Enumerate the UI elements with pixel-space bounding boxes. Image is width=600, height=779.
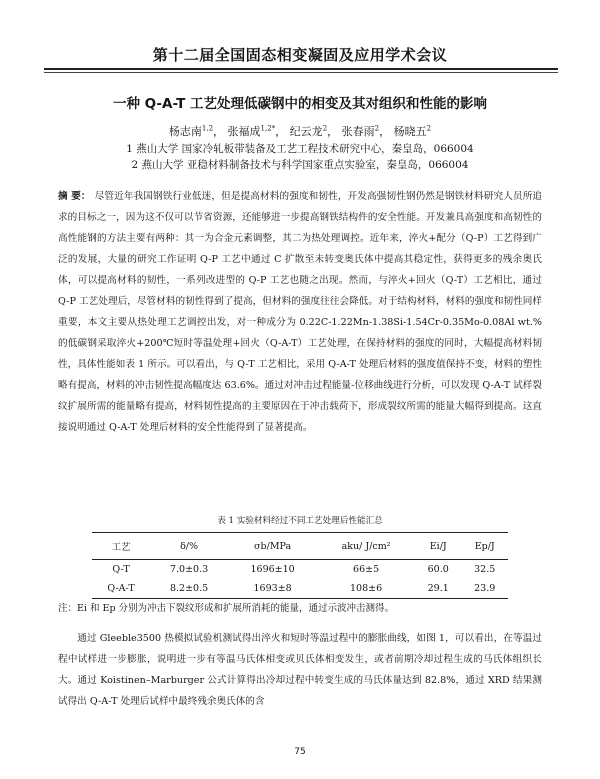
body-paragraph: 通过 Gleeble3500 热模拟试验机测试得出淬火和短时等温过程中的膨胀曲线，如图 1，可以看出，在等温过程中试样进一步膨胀，说明进一步有等温马氏体相变或贝氏体相变发生，或者前期冷却过程生成的马氏体组织长大。通过 Koistinen–Marburger 公式计算得出冷却过程中转变生成的马氏体量达到 82.8%，通过 XRD 结果测试得出 Q-A-T 处理后试样中最终残余奥氏体的含 xyxy=(58,633,542,707)
column-header: 工艺 xyxy=(111,542,131,553)
abstract-label: 摘 要： xyxy=(58,191,91,202)
author-list xyxy=(0,123,600,139)
header-rule-thin xyxy=(44,72,558,73)
column-header: δ/% xyxy=(180,540,199,552)
table-caption: 表 1 实验材料经过不同工艺处理后性能汇总 xyxy=(217,516,383,526)
author: 张福成$^{1,2*}$， xyxy=(227,124,287,138)
abstract-text: 尽管近年我国钢铁行业低迷，但是提高材料的强度和韧性，开发高强韧性钢仍然是钢铁材料研究人员所追求的目标之一，因为这不仅可以节省资源，还能够进一步提高钢铁结构件的安全性能。开发兼具高强度和高韧性的高性能钢的方法主要有两种：其一为合金元素调整，其二为热处理调控。近年来，淬火+配分（Q-P）工艺得到广泛的发展，大量的研究工作证明 Q-P 工艺中通过 C 扩散至未转变奥氏体中提高其稳定性，获得更多的残余奥氏体，可以提高材料的韧性，一系列改进型的 Q-P 工艺也随之出现。然而，与淬火+回火（Q-T）工艺相比，通过 Q-P 工艺处理后，尽管材料的韧性得到了提高，但材料的强度往往会降低。对于结构材料，材料的强度和韧性同样重要，本文主要从热处理工艺调控出发，对一种成分为 0.22C-1.22Mn-1.38Si-1.54Cr-0.35Mo-0.08Al wt.%的低碳钢采取淬火+200℃短时等温处理+回火（Q-A-T）工艺处理，在保持材料的强度的同时，大幅提高材料韧性，具体性能如表 1 所示。可以看出，与 Q-T 工艺相比，采用 Q-A-T 处理后材料的强度值保持不变，材料的塑性略有提高，材料的冲击韧性提高幅度达 63.6%。通过对冲击过程能量-位移曲线进行分析，可以发现 Q-A-T 试样裂纹扩展所需的能量略有提高，材料韧性提高的主要原因在于冲击载荷下，形成裂纹所需的能量大幅得到提高。这直接说明通过 Q-A-T 处理后材料的安全性能得到了显著提高。 xyxy=(58,191,543,433)
table-cell: 66±5 xyxy=(353,564,380,575)
table-cell: 29.1 xyxy=(427,583,449,594)
conference-header: 第十二届全国固态相变凝固及应用学术会议 xyxy=(152,46,448,64)
table-cell: 8.2±0.5 xyxy=(169,583,209,594)
author: 杨晓五$^2$ xyxy=(393,124,432,138)
table-row xyxy=(92,560,508,580)
author: 杨志南$^{1,2}$， xyxy=(168,124,225,138)
table-cell: 23.9 xyxy=(474,583,496,594)
affiliation-2: 2 燕山大学 亚稳材料制备技术与科学国家重点实验室，秦皇岛，066004 xyxy=(131,159,469,171)
table-note: 注：Ei 和 Ep 分别为冲击下裂纹形成和扩展所消耗的能量，通过示波冲击测得。 xyxy=(58,603,395,614)
paper-title: 一种 Q-A-T 工艺处理低碳钢中的相变及其对组织和性能的影响 xyxy=(112,96,487,112)
author: 张春雨$^2$， xyxy=(341,124,391,138)
table-header-row xyxy=(92,533,508,560)
table-cell: 7.0±0.3 xyxy=(169,564,209,575)
affiliation-1: 1 燕山大学 国家冷轧板带装备及工艺工程技术研究中心，秦皇岛，066004 xyxy=(126,143,474,155)
abstract xyxy=(58,186,542,438)
column-header: Ei/J xyxy=(429,540,447,552)
table-cell: 60.0 xyxy=(427,564,449,575)
table-cell: 1696±10 xyxy=(250,564,295,575)
table-cell: Q-A-T xyxy=(107,583,135,594)
table-cell: 108±6 xyxy=(350,583,383,594)
column-header: aku/ J/cm² xyxy=(341,540,391,552)
properties-table xyxy=(92,532,508,599)
header-rule-thick xyxy=(44,68,558,70)
column-header: σb/MPa xyxy=(254,540,292,552)
table-row xyxy=(92,579,508,599)
table-cell: 32.5 xyxy=(474,564,496,575)
table-cell: Q-T xyxy=(112,564,130,575)
table-cell: 1693±8 xyxy=(253,583,292,594)
page-number: 75 xyxy=(294,747,306,757)
column-header: Ep/J xyxy=(474,540,495,552)
author: 纪云龙$^2$， xyxy=(289,124,339,138)
